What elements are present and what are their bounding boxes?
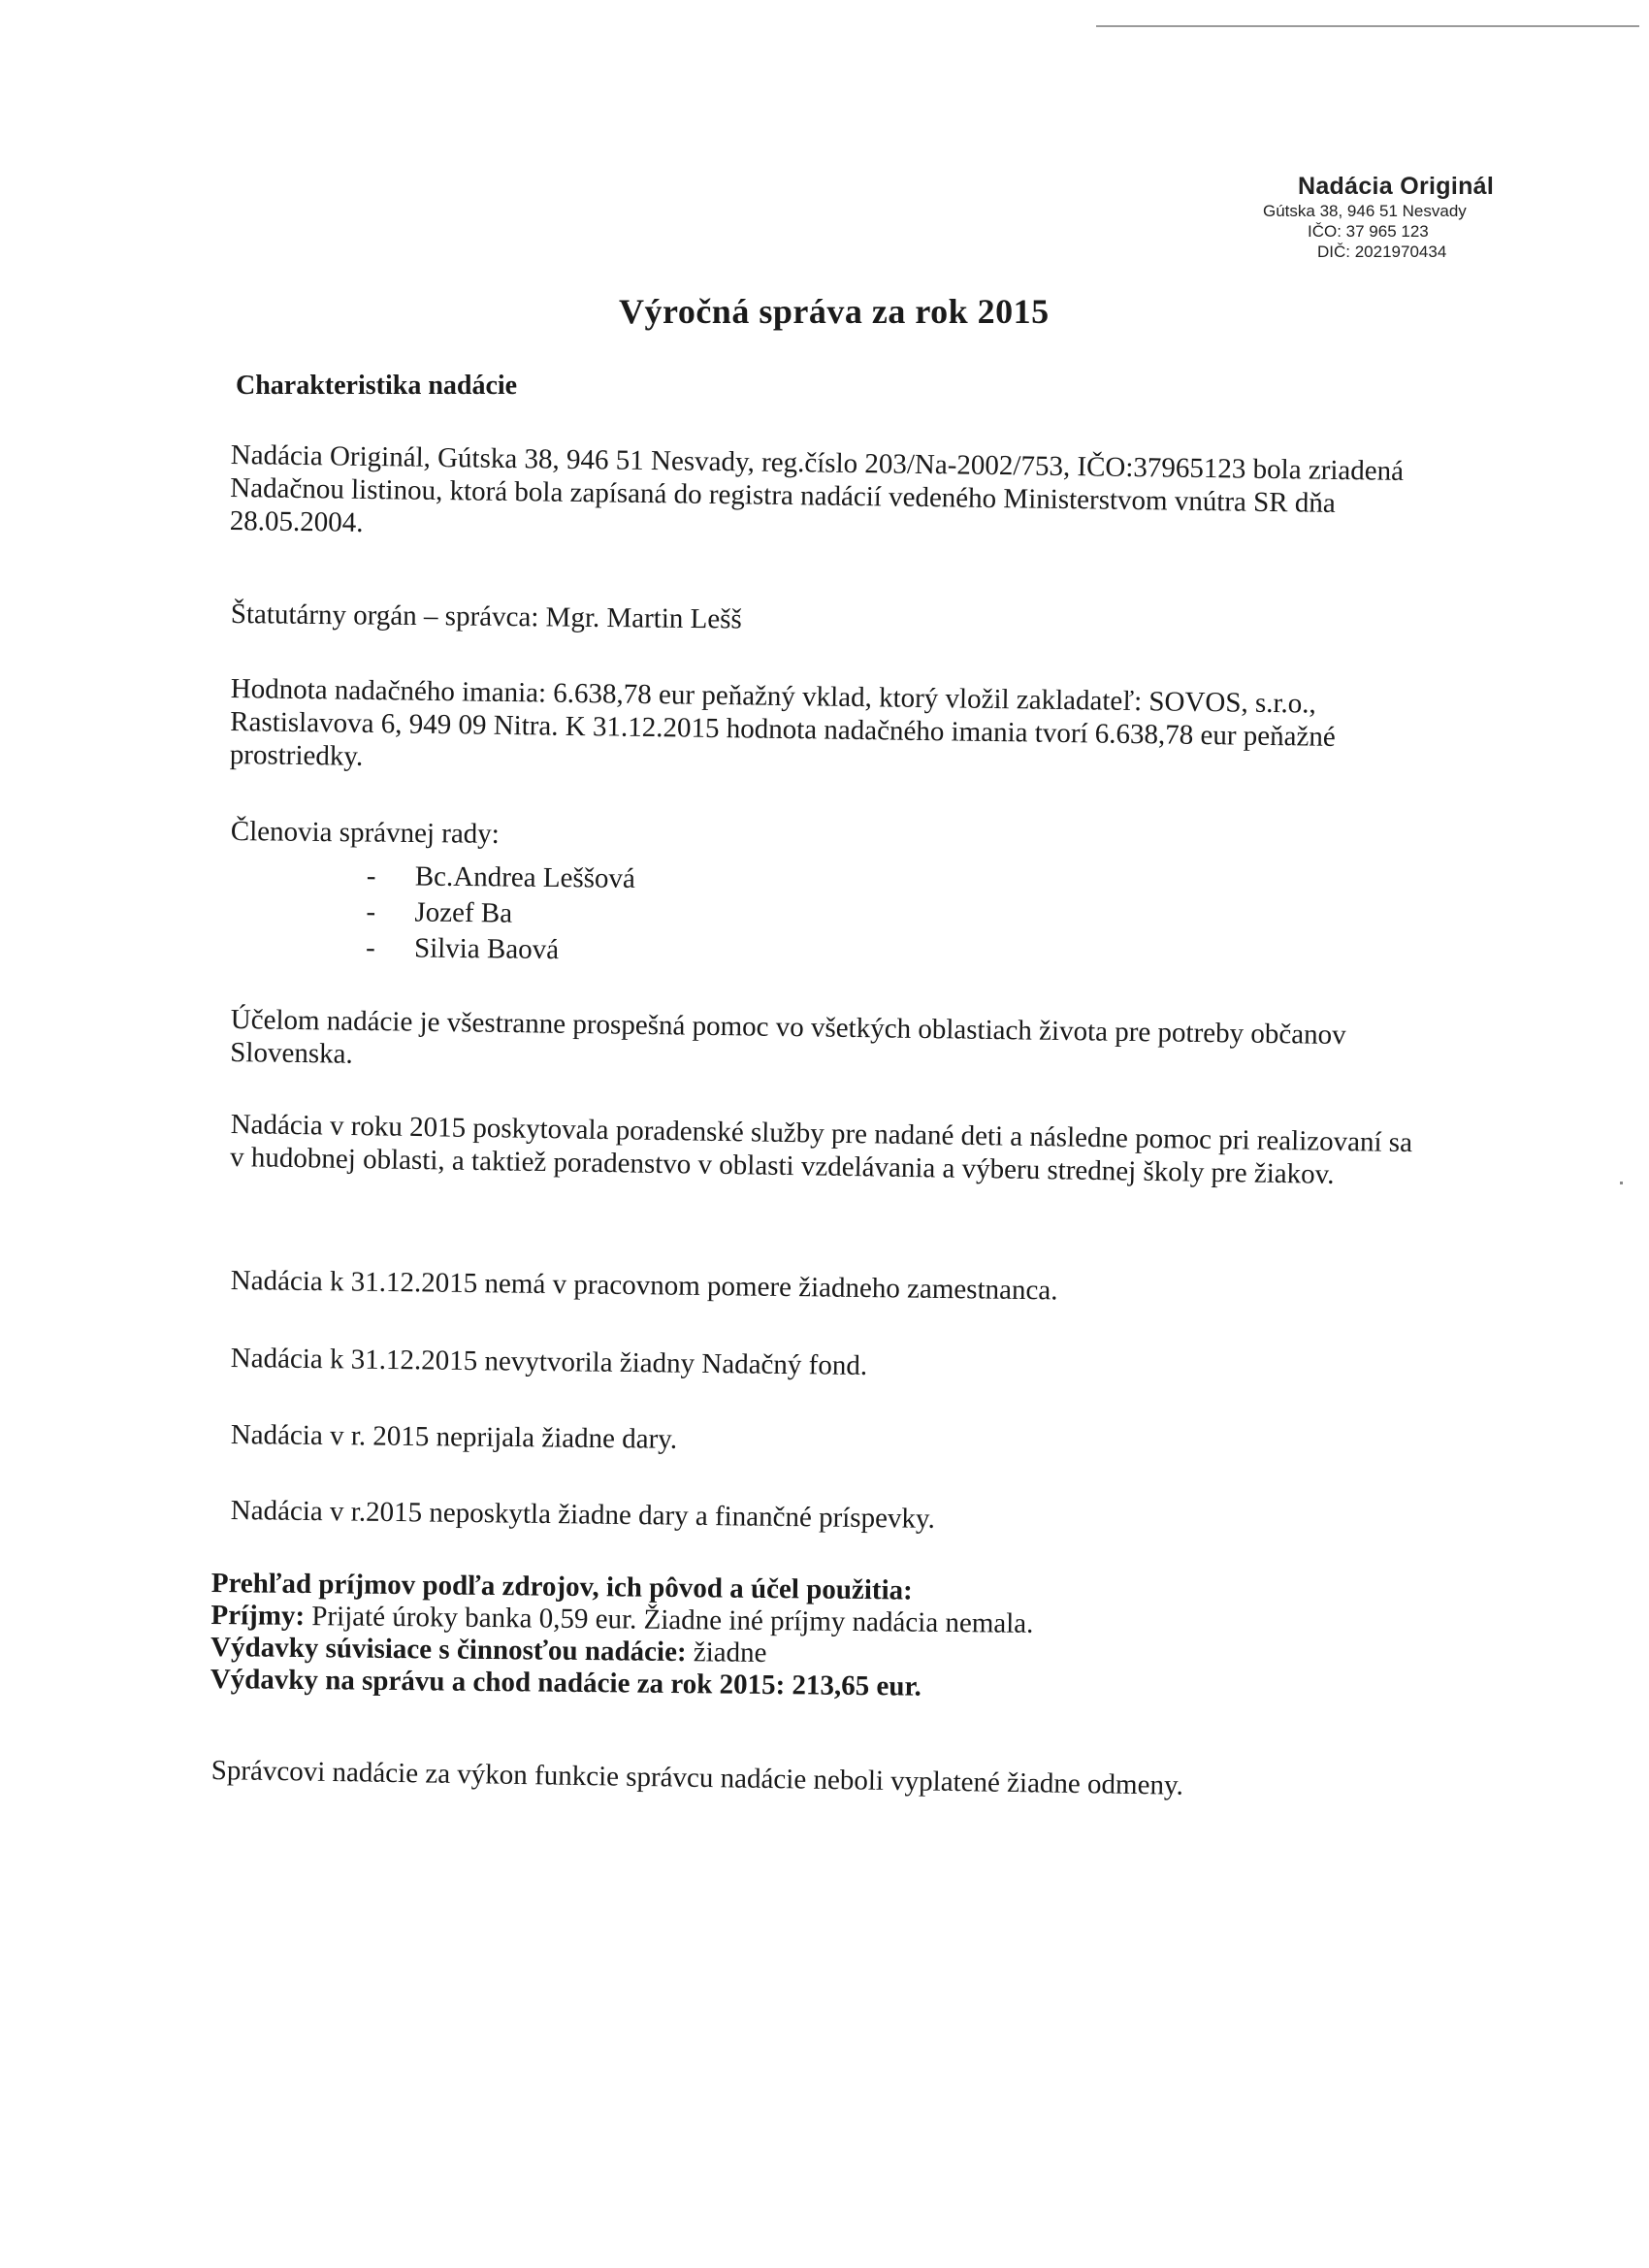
gifts-received-paragraph: Nadácia v r. 2015 neprijala žiadne dary. bbox=[230, 1419, 678, 1455]
intro-paragraph: Nadácia Originál, Gútska 38, 946 51 Nesvady, reg.číslo 203/Na-2002/753, IČO:37965123 bola zriadená Nadačnou listinou, ktorá bola zapísaná do registra nadácií vedeného Ministerstvom vnútra SR dňa 28.05.2004. bbox=[229, 438, 1405, 538]
activities-paragraph: Nadácia v roku 2015 poskytovala poradenské služby pre nadané deti a následne pomoc pri realizovaní sa v hudobnej oblasti, a taktiež poradenstvo v oblasti vzdelávania a výberu strednej školy pre žiakov. bbox=[229, 1108, 1413, 1190]
list-dash: - bbox=[365, 931, 375, 964]
scan-edge-line bbox=[1096, 25, 1639, 27]
stamp-ico: IČO: 37 965 123 bbox=[1308, 222, 1429, 241]
closing-paragraph: Správcovi nadácie za výkon funkcie správcu nadácie neboli vyplatené žiadne odmeny. bbox=[210, 1754, 1184, 1801]
list-item bbox=[367, 859, 635, 897]
board-heading: Členovia správnej rady: bbox=[230, 815, 501, 850]
statutory-paragraph: Štatutárny orgán – správca: Mgr. Martin Lešš bbox=[230, 598, 742, 635]
list-dash: - bbox=[366, 895, 376, 928]
financial-overview bbox=[210, 1568, 1414, 1708]
list-dash: - bbox=[366, 859, 376, 892]
stamp-address: Gútska 38, 946 51 Nesvady bbox=[1263, 202, 1467, 220]
expenses-activity-text: žiadne bbox=[686, 1636, 767, 1669]
list-item bbox=[366, 930, 634, 969]
overview-heading: Prehľad príjmov podľa zdrojov, ich pôvod a účel použitia: bbox=[210, 1568, 913, 1606]
member-name: Bc.Andrea Leššová bbox=[414, 860, 636, 894]
purpose-paragraph: Účelom nadácie je všestranne prospešná pomoc vo všetkých oblastiach života pre potreby občanov Slovenska. bbox=[230, 1003, 1346, 1070]
expenses-admin-label: Výdavky na správu a chod nadácie za rok 2015: bbox=[210, 1663, 786, 1701]
board-members-list bbox=[366, 859, 635, 969]
scan-speck bbox=[1620, 1182, 1623, 1184]
income-label: Príjmy: bbox=[210, 1599, 306, 1633]
section-heading: Charakteristika nadácie bbox=[236, 371, 518, 401]
employees-paragraph: Nadácia k 31.12.2015 nemá v pracovnom pomere žiadneho zamestnanca. bbox=[230, 1264, 1058, 1307]
expenses-activity-label: Výdavky súvisiace s činnosťou nadácie: bbox=[210, 1631, 687, 1669]
document-title: Výročná správa za rok 2015 bbox=[619, 292, 1050, 331]
income-text: Prijaté úroky banka 0,59 eur. Žiadne iné príjmy nadácia nemala. bbox=[304, 1601, 1034, 1639]
gifts-given-paragraph: Nadácia v r.2015 neposkytla žiadne dary a finančné príspevky. bbox=[230, 1494, 936, 1535]
member-name: Silvia Baová bbox=[413, 932, 560, 966]
member-name: Jozef Ba bbox=[414, 896, 513, 929]
list-item bbox=[366, 894, 634, 933]
organization-stamp bbox=[1251, 173, 1581, 262]
stamp-name: Nadácia Originál bbox=[1298, 173, 1495, 200]
stamp-dic: DIČ: 2021970434 bbox=[1317, 243, 1447, 261]
expenses-admin-amount: 213,65 eur. bbox=[785, 1669, 922, 1702]
endowment-paragraph: Hodnota nadačného imania: 6.638,78 eur peňažný vklad, ktorý vložil zakladateľ: SOVOS, s.r.o., Rastislavova 6, 949 09 Nitra. K 31.12.2015 hodnota nadačného imania tvorí 6.638,78 eur peňažné prostriedky. bbox=[229, 672, 1337, 772]
fund-paragraph: Nadácia k 31.12.2015 nevytvorila žiadny Nadačný fond. bbox=[230, 1342, 868, 1382]
